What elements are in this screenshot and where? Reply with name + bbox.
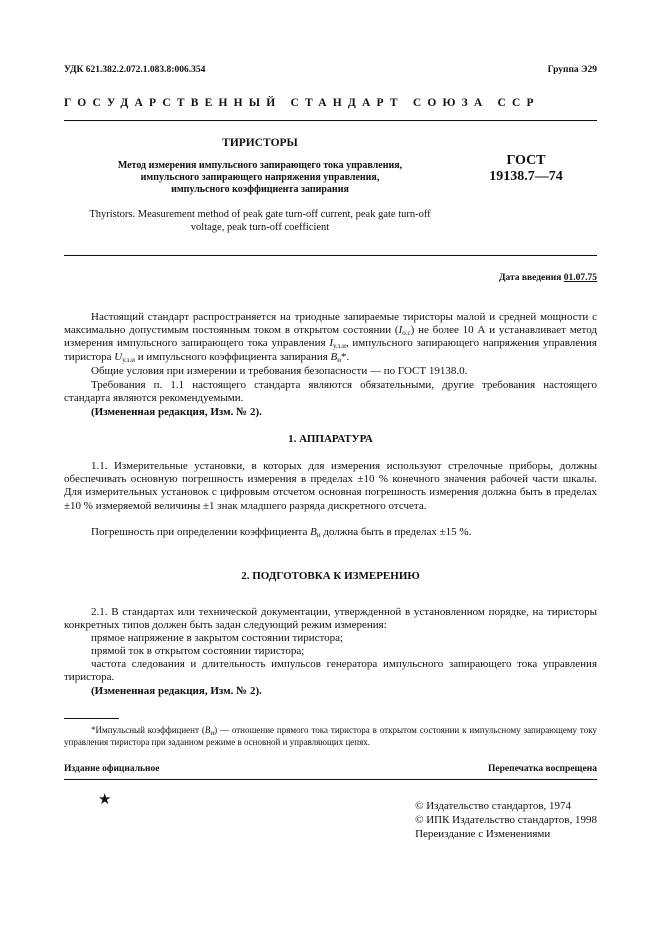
official-edition: Издание официальное — [64, 764, 160, 774]
text-run: ) не более 10 А и устанавливает метод измерения импульсного запирающего тока управления — [64, 324, 597, 350]
symbol: U — [114, 350, 123, 363]
document-title: ТИРИСТОРЫ — [222, 137, 298, 149]
title-en-line: voltage, peak turn-off coefficient — [190, 222, 330, 233]
title-ru-line: импульсного коэффициента запирания — [171, 184, 349, 195]
footer-rule — [64, 779, 597, 780]
intro-amendment-note: (Измененная редакция, Изм. № 2). — [91, 406, 262, 418]
footnote — [64, 724, 597, 748]
section-1-error-paragraph — [64, 526, 597, 539]
symbol: B — [330, 350, 338, 363]
subscript: у.з.и — [122, 355, 136, 364]
reprint-note: Переиздание с Изменениями — [415, 828, 551, 840]
symbol: B — [204, 725, 211, 735]
text-run: должна быть в пределах ±15 %. — [320, 526, 472, 538]
intro-date-label: Дата введения — [498, 273, 562, 283]
top-rule — [64, 120, 597, 121]
gost-designation — [476, 153, 576, 185]
section-2-item: частота следования и длительность импульсов генератора импульсного запирающего тока управления тиристора. — [64, 658, 597, 684]
title-russian — [70, 160, 450, 196]
gost-number: 19138.7—74 — [489, 169, 563, 184]
copyright-line: © Издательство стандартов, 1974 — [415, 800, 572, 812]
title-english — [70, 208, 450, 234]
footnote-rule — [64, 718, 119, 719]
copyright-block — [415, 799, 597, 841]
star-icon: ★ — [98, 792, 112, 808]
section-2-heading: 2. ПОДГОТОВКА К ИЗМЕРЕНИЮ — [241, 570, 420, 582]
symbol: B — [310, 526, 317, 538]
intro-paragraph — [64, 311, 597, 364]
text-run: *Импульсный коэффициент ( — [91, 725, 205, 735]
title-en-line: Thyristors. Measurement method of peak gate turn-off current, peak gate turn-off — [89, 209, 431, 220]
intro-date — [499, 273, 597, 283]
title-ru-line: Метод измерения импульсного запирающего тока управления, — [117, 160, 403, 171]
intro-requirements: Требования п. 1.1 настоящего стандарта являются обязательными, другие требования настоящего стандарта являются рекомендуемыми. — [64, 379, 597, 405]
text-run: , импульсного запирающего напряжения управления тиристора — [64, 337, 597, 363]
udk-code: УДК 621.382.2.072.1.083.8:006.354 — [64, 65, 206, 75]
intro-general-conditions: Общие условия при измерении и требования безопасности — по ГОСТ 19138.0. — [91, 365, 468, 377]
group-code: Группа Э29 — [547, 65, 597, 75]
section-2-amendment-note: (Измененная редакция, Изм. № 2). — [91, 685, 262, 697]
standard-banner: ГОСУДАРСТВЕННЫЙ СТАНДАРТ СОЮЗА ССР — [64, 97, 540, 109]
reprint-prohibited: Перепечатка воспрещена — [487, 764, 597, 774]
symbol: I — [329, 337, 334, 350]
title-ru-line: импульсного запирающего напряжения управления, — [140, 172, 380, 183]
section-2-item: прямой ток в открытом состоянии тиристора; — [91, 645, 305, 657]
title-rule — [64, 255, 597, 256]
section-1-paragraph: 1.1. Измерительные установки, в которых для измерения используют стрелочные приборы, должны обеспечивать основную погрешность измерения в пределах ±10 % конечного значения рабочей части шкалы. Для измерительных установок с цифровым отсчетом основная погрешность измерения должна быть в пределах ±10 % измеряемой величины ±1 знак младшего разряда дискретного отсчета. — [64, 460, 597, 512]
subscript: у.з.и — [333, 342, 346, 351]
subscript: и — [337, 355, 342, 364]
subscript: о.с — [402, 329, 411, 338]
text-run: Погрешность при определении коэффициента — [91, 526, 311, 538]
subscript: и — [316, 531, 321, 539]
text-run: и импульсного коэффициента запирания — [135, 350, 331, 363]
text-run: *. — [341, 350, 350, 363]
gost-label: ГОСТ — [506, 153, 546, 168]
section-2-item: прямое напряжение в закрытом состоянии тиристора; — [91, 632, 344, 644]
text-run: ) — отношение прямого тока тиристора в открытом состоянии к импульсному запирающему току управления тиристора при заданном режиме в основной и управляющих цепях. — [64, 725, 597, 747]
text-run: Настоящий стандарт распространяется на триодные запираемые тиристоры малой и средней мощности с максимально допустимым постоянным током в открытом состоянии ( — [64, 311, 597, 337]
section-1-heading: 1. АППАРАТУРА — [288, 433, 373, 445]
subscript: и — [210, 729, 215, 737]
copyright-line: © ИПК Издательство стандартов, 1998 — [415, 814, 597, 826]
intro-date-value: 01.07.75 — [563, 273, 597, 283]
section-2-paragraph: 2.1. В стандартах или технической документации, утвержденной в установленном порядке, на тиристоры конкретных типов должен быть задан следующий режим измерения: — [64, 606, 597, 632]
symbol: I — [398, 324, 403, 337]
